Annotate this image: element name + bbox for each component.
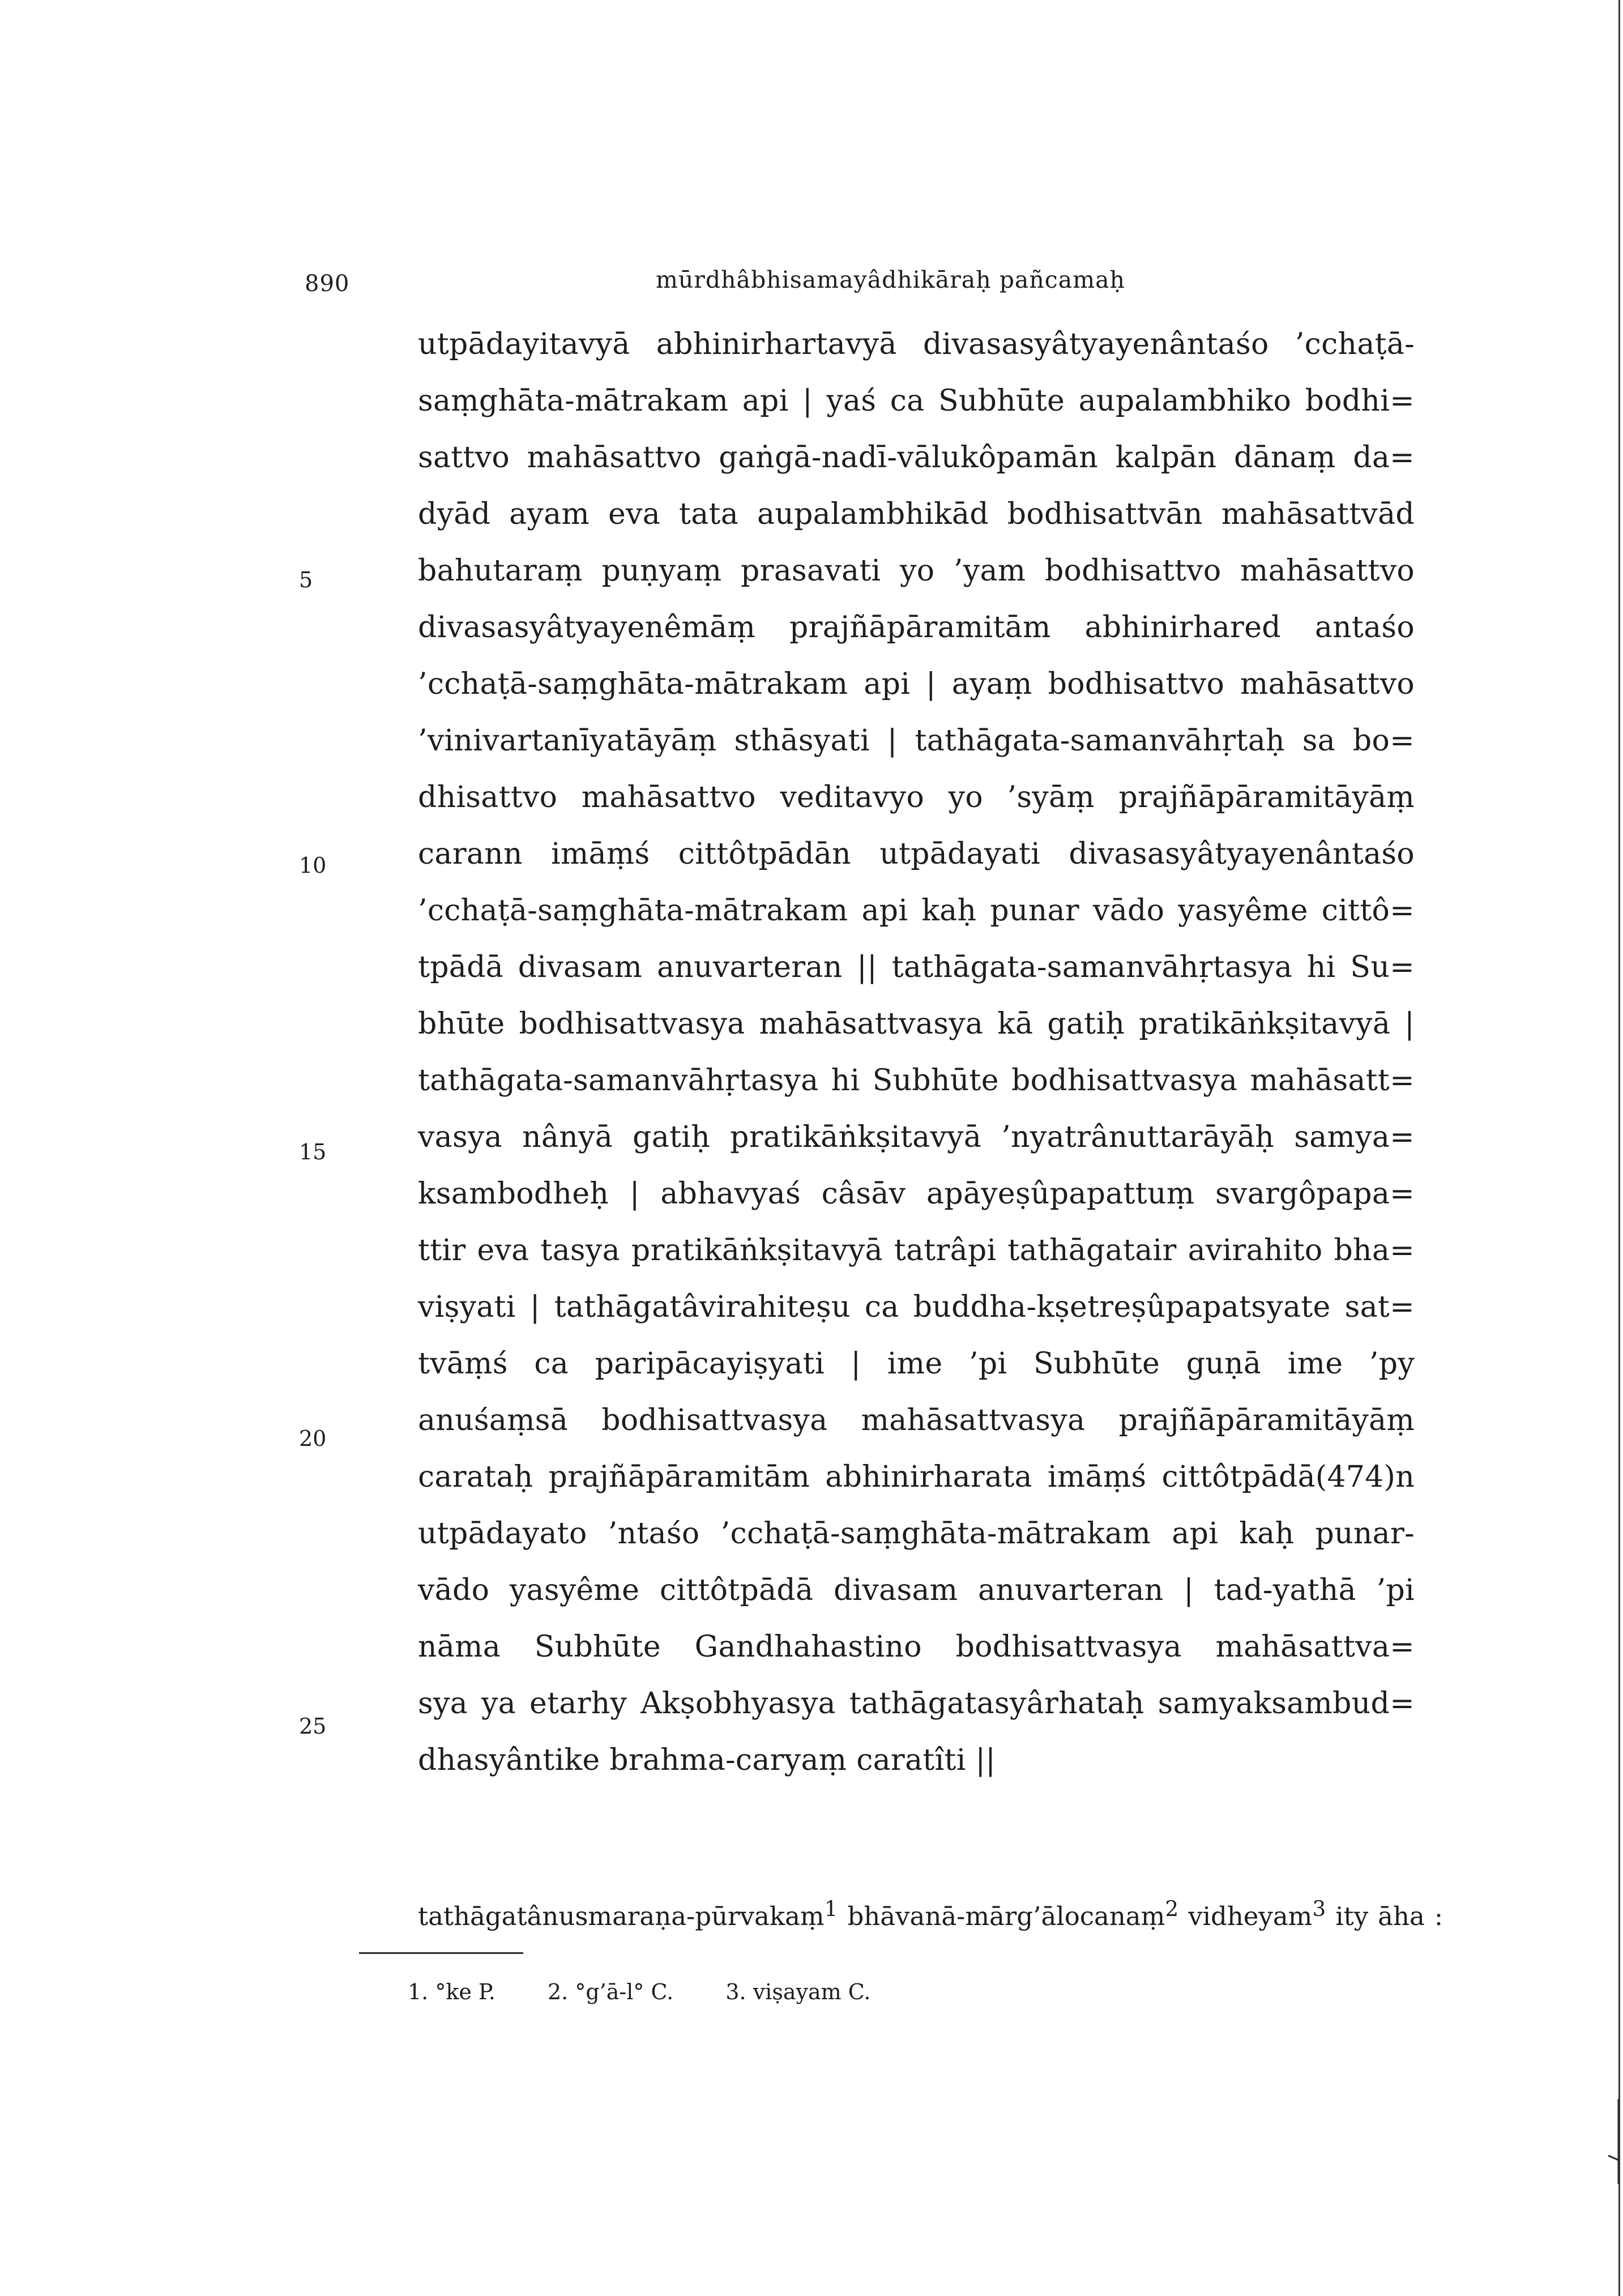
scan-edge-mark [1606,2099,1622,2184]
text-line: ’cchaṭā-saṃghāta-mātrakam api kaḥ punar vādo yasyême cittô= [418,894,1415,928]
text-line: tpādā divasam anuvarteran || tathāgata-samanvāhṛtasya hi Su= [418,950,1415,984]
text-line: tvāṃś ca paripācayiṣyati | ime ’pi Subhūte guṇā ime ’py [418,1347,1415,1381]
footnote-divider [359,1952,523,1954]
text-line: ttir eva tasya pratikāṅkṣitavyā tatrâpi tathāgatair avirahito bha= [418,1234,1415,1268]
text-line: dhasyântike brahma-caryaṃ caratîti || [418,1743,996,1777]
text-line: dyād ayam eva tata aupalambhikād bodhisattvān mahāsattvād [418,497,1415,531]
text-line: ’vinivartanīyatāyāṃ sthāsyati | tathāgata-samanvāhṛtaḥ sa bo= [418,724,1415,758]
text-line: sattvo mahāsattvo gaṅgā-nadī-vālukôpamān kalpān dānaṃ da= [418,441,1415,475]
text-line: viṣyati | tathāgatâvirahiteṣu ca buddha-kṣetreṣûpapatsyate sat= [418,1290,1415,1324]
text-line: anuśaṃsā bodhisattvasya mahāsattvasya prajñāpāramitāyāṃ [418,1403,1415,1437]
text-line: divasasyâtyayenêmāṃ prajñāpāramitām abhinirhared antaśo [418,611,1415,645]
text-line: vādo yasyême cittôtpādā divasam anuvarteran | tad-yathā ’pi [418,1573,1415,1607]
summary-text: ity āha : [1326,1901,1443,1931]
line-number: 25 [299,1714,327,1739]
footnote-marker: 3 [1312,1896,1326,1921]
line-number: 20 [299,1426,327,1451]
text-line: ksambodheḥ | abhavyaś câsāv apāyeṣûpapattuṃ svargôpapa= [418,1177,1415,1211]
page-number: 890 [305,271,350,297]
line-number: 15 [299,1140,327,1164]
text-line: utpādayato ’ntaśo ’cchaṭā-saṃghāta-mātrakam api kaḥ punar- [418,1517,1415,1551]
footnote: 3. viṣayam C. [725,1979,871,2004]
scan-edge-line [1618,0,1620,2296]
summary-text: vidheyam [1178,1901,1313,1931]
footnote: 2. °g’ā-l° C. [547,1979,674,2004]
text-line: bahutaraṃ puṇyaṃ prasavati yo ’yam bodhisattvo mahāsattvo [418,554,1415,588]
text-line: sya ya etarhy Akṣobhyasya tathāgatasyârhataḥ samyaksambud= [418,1687,1415,1721]
text-line: dhisattvo mahāsattvo veditavyo yo ’syāṃ prajñāpāramitāyāṃ [418,780,1415,814]
line-number: 5 [299,567,313,592]
text-line: tathāgata-samanvāhṛtasya hi Subhūte bodhisattvasya mahāsatt= [418,1064,1415,1098]
summary-verse-line [418,1892,1443,1934]
text-line: ’cchaṭā-saṃghāta-mātrakam api | ayaṃ bodhisattvo mahāsattvo [418,667,1415,701]
footnote: 1. °ke P. [408,1979,496,2004]
text-line: saṃghāta-mātrakam api | yaś ca Subhūte aupalambhiko bodhi= [418,384,1415,418]
summary-text: tathāgatânusmaraṇa-pūrvakaṃ [418,1901,825,1931]
text-line: utpādayitavyā abhinirhartavyā divasasyâtyayenântaśo ’cchaṭā- [418,327,1415,361]
text-line: vasya nânyā gatiḥ pratikāṅkṣitavyā ’nyatrânuttarāyāḥ samya= [418,1120,1415,1154]
footnote-marker: 1 [824,1896,838,1921]
line-number: 10 [299,853,327,878]
summary-text: bhāvanā-mārg’ālocanaṃ [838,1901,1165,1931]
footnotes [408,1978,916,2006]
text-line: carann imāṃś cittôtpādān utpādayati divasasyâtyayenântaśo [418,837,1415,871]
text-line: carataḥ prajñāpāramitām abhinirharata imāṃś cittôtpādā(474)n [418,1460,1415,1494]
text-line: bhūte bodhisattvasya mahāsattvasya kā gatiḥ pratikāṅkṣitavyā | [418,1007,1415,1041]
footnote-marker: 2 [1165,1896,1179,1921]
running-head: mūrdhâbhisamayâdhikāraḥ pañcamaḥ [656,266,1125,293]
text-line: nāma Subhūte Gandhahastino bodhisattvasya mahāsattva= [418,1630,1415,1664]
